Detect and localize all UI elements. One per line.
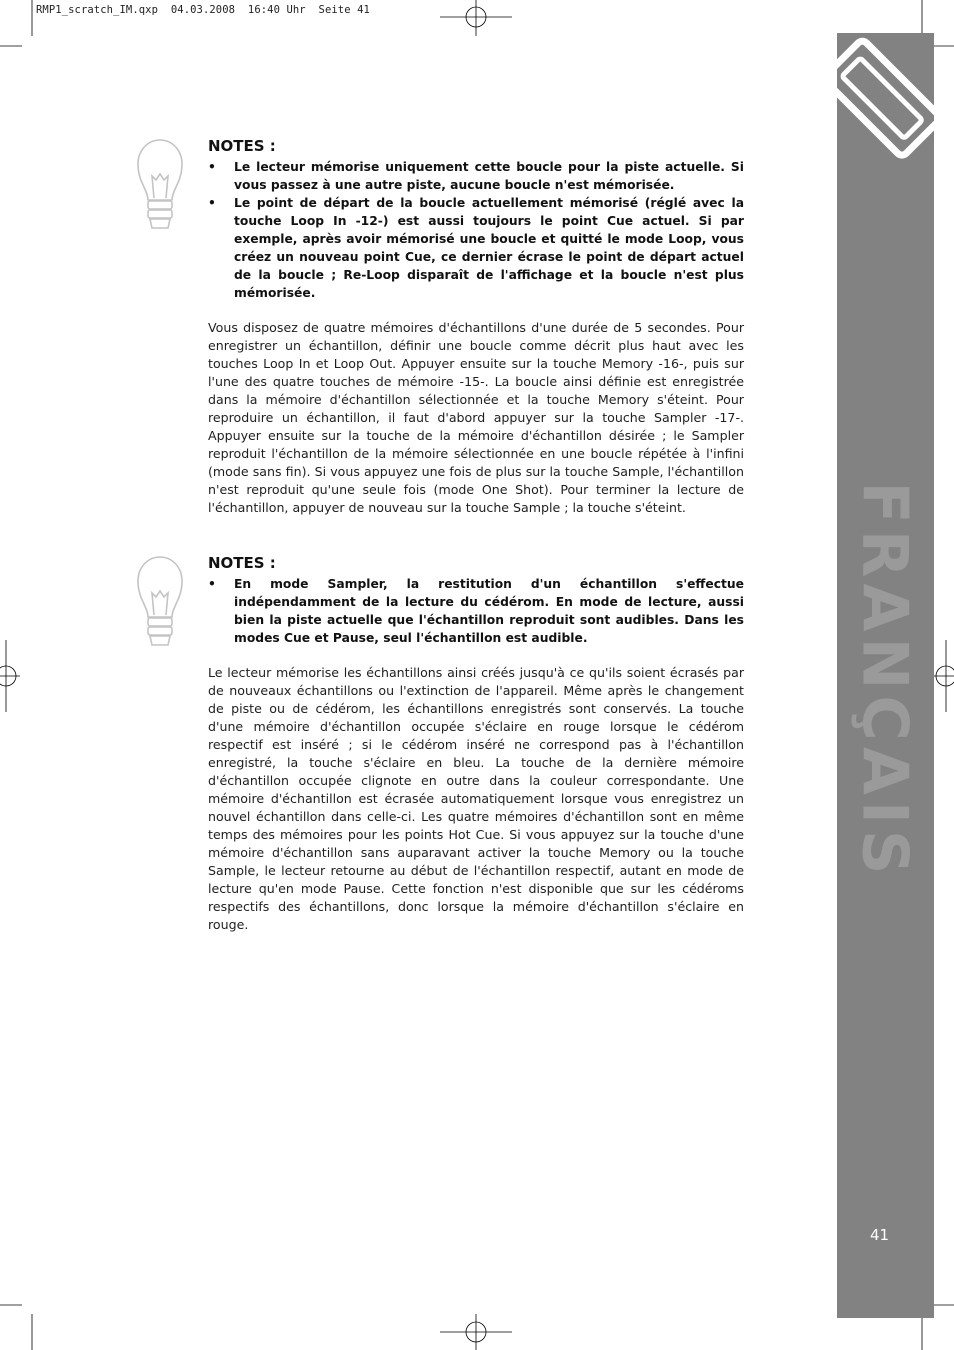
language-label: FRANÇAIS <box>848 481 922 881</box>
notes-heading: NOTES : <box>208 554 276 572</box>
note-item: • En mode Sampler, la restitution d'un échantillon s'effectue indépendamment de la lecture du cédérom. En mode de lecture, aussi bien la piste actuelle que l'échantillon reproduit sont audibles. Dans les modes Cue et Pause, seul l'échantillon est audible. <box>208 577 744 645</box>
notes-heading: NOTES : <box>208 137 276 155</box>
notes-list <box>208 575 744 647</box>
notes-list <box>208 158 744 302</box>
notes-block-1 <box>208 137 744 302</box>
lightbulb-icon <box>134 555 186 649</box>
language-sidebar <box>837 33 934 1318</box>
body-paragraph-2 <box>208 664 744 934</box>
note-item: • Le point de départ de la boucle actuellement mémorisé (réglé avec la touche Loop In -12-) est aussi toujours le point Cue actuel. Si par exemple, après avoir mémorisé une boucle et quitté le mode Loop, vous créez un nouveau point Cue, ce dernier écrase le point de départ actuel de la boucle ; Re-Loop disparaît de l'affichage et la boucle n'est plus mémorisée. <box>208 196 744 300</box>
notes-block-2 <box>208 554 744 647</box>
brand-logo-icon <box>837 33 934 168</box>
note-item: • Le lecteur mémorise uniquement cette boucle pour la piste actuelle. Si vous passez à une autre piste, aucune boucle n'est mémorisée. <box>208 160 744 192</box>
bullet-icon: • <box>208 160 216 174</box>
print-slug: RMP1_scratch_IM.qxp 04.03.2008 16:40 Uhr Seite 41 <box>36 4 370 16</box>
body-paragraph-1 <box>208 319 744 517</box>
bullet-icon: • <box>208 577 216 591</box>
lightbulb-icon <box>134 138 186 232</box>
bullet-icon: • <box>208 196 216 210</box>
paragraph-text: Vous disposez de quatre mémoires d'échantillons d'une durée de 5 secondes. Pour enregistrer un échantillon, définir une boucle comme décrit plus haut avec les touches Loop In et Loop Out. Appuyer ensuite sur la touche Memory -16-, puis sur l'une des quatre touches de mémoire -15-. La boucle ainsi définie est enregistrée dans la mémoire d'échantillon sélectionnée et la touche Memory s'éteint. Pour reproduire un échantillon, il faut d'abord appuyer sur la touche Sampler -17-. Appuyer ensuite sur la touche de la mémoire d'échantillon désirée ; le Sampler reproduit l'échantillon de la mémoire sélectionnée en une boucle répétée à l'infini (mode sans fin). Si vous appuyez une fois de plus sur la touche Sample, l'échantillon n'est reproduit qu'une seule fois (mode One Shot). Pour terminer la lecture de l'échantillon, appuyer de nouveau sur la touche Sample ; la touche s'éteint. <box>208 320 744 515</box>
page-number: 41 <box>870 1226 890 1244</box>
paragraph-text: Le lecteur mémorise les échantillons ainsi créés jusqu'à ce qu'ils soient écrasés par de nouveaux échantillons ou l'extinction de l'appareil. Même après le changement de piste ou de cédérom, les échantillons enregistrés sont conservés. La touche d'une mémoire d'échantillon occupée s'éclaire en rouge lorsque le cédérom respectif est inséré ; si le cédérom inséré ne correspond pas à l'échantillon enregistré, la touche s'éclaire en bleu. La touche de la dernière mémoire d'échantillon occupée clignote en outre dans la couleur correspondante. Une mémoire d'échantillon est écrasée automatiquement lorsque vous enregistrez un nouvel échantillon dans celle-ci. Les quatre mémoires d'échantillon sont en même temps des mémoires pour les points Hot Cue. Si vous appuyez sur la touche d'une mémoire d'échantillon sans auparavant activer la touche Memory ou la touche Sample, le lecteur retourne au début de l'échantillon respectif, autant en mode de lecture qu'en mode Pause. Cette fonction n'est disponible que sur les cédéroms respectifs des échantillons, donc lorsque la mémoire d'échantillon s'éclaire en rouge. <box>208 665 744 932</box>
